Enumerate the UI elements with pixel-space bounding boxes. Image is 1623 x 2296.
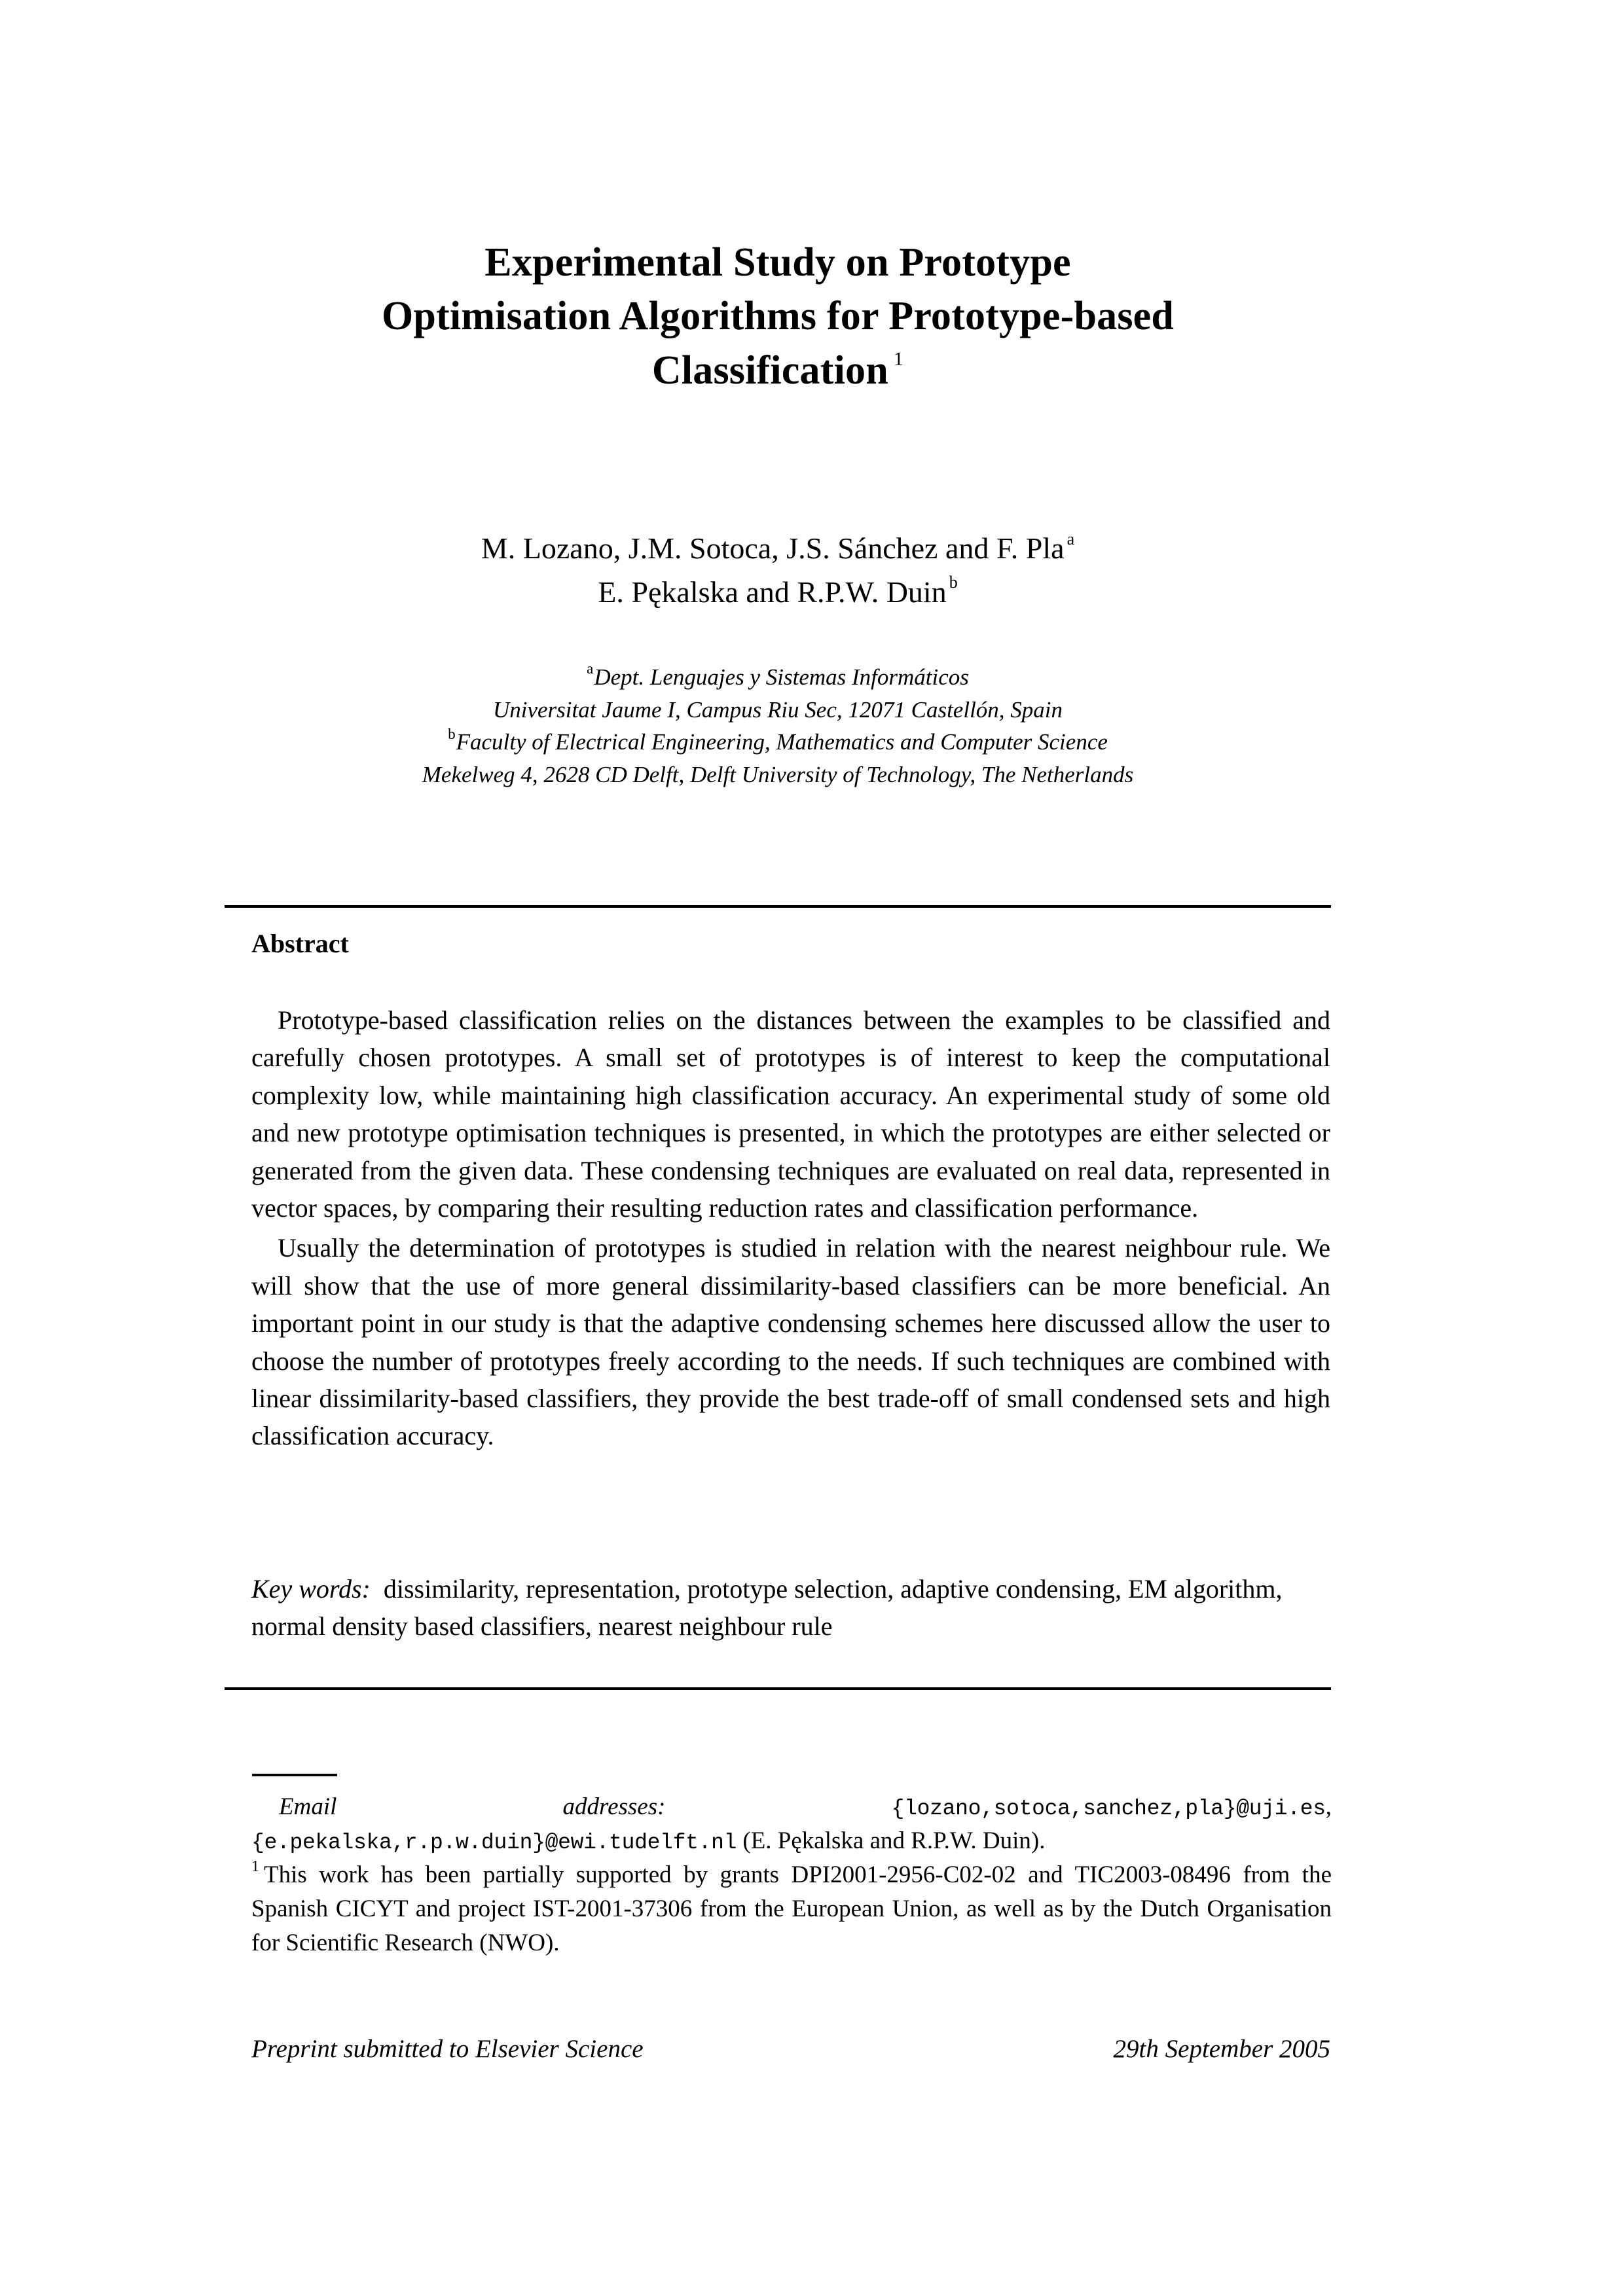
- author-names-row-1: M. Lozano, J.M. Sotoca, J.S. Sánchez and F. Pla: [481, 531, 1065, 565]
- affiliation-b-line-2: Mekelweg 4, 2628 CD Delft, Delft University of Technology, The Netherlands: [422, 762, 1134, 788]
- abstract-bottom-rule: [225, 1687, 1331, 1690]
- author-list: [225, 527, 1331, 614]
- abstract-top-rule: [225, 905, 1331, 908]
- title-line-3: [225, 344, 1331, 397]
- footnote-grant-note: [251, 1858, 1332, 1960]
- email-addresses-label: Email addresses:: [279, 1793, 666, 1820]
- keywords-label: Key words:: [251, 1574, 371, 1604]
- author-line-1: [225, 527, 1331, 571]
- title-line-1: Experimental Study on Prototype: [484, 240, 1071, 285]
- paper-title: [225, 236, 1331, 397]
- title-line-2: Optimisation Algorithms for Prototype-based: [381, 294, 1175, 339]
- author-line-2: [225, 571, 1331, 615]
- affiliation-marker-a: a: [587, 660, 594, 677]
- title-footnote-marker: 1: [893, 348, 904, 370]
- affiliation-a-line-1: [225, 661, 1331, 694]
- title-line-3-text: Classification: [651, 348, 888, 393]
- footnote-separator-rule: [252, 1774, 337, 1776]
- footnote-number-1: 1: [251, 1858, 259, 1876]
- affiliation-a-line-2: Universitat Jaume I, Campus Riu Sec, 12071 Castellón, Spain: [492, 696, 1063, 723]
- affiliation-b-line-1: [225, 726, 1331, 759]
- email-address-uji: {lozano,sotoca,sanchez,pla}@uji.es: [891, 1797, 1326, 1821]
- keywords-block: [251, 1571, 1338, 1645]
- footer-date: 29th September 2005: [1113, 2035, 1330, 2063]
- author-names-row-2: E. Pękalska and R.P.W. Duin: [598, 575, 947, 609]
- email-address-tudelft: {e.pekalska,r.p.w.duin}@ewi.tudelft.nl: [251, 1831, 737, 1856]
- footnote-grant-text: This work has been partially supported by grants DPI2001-2956-C02-02 and TIC2003-08496 from the Spanish CICYT and project IST-2001-37306 from the European Union, as well as by the Dutch Organisation for Scientific Research (NWO).: [251, 1861, 1332, 1956]
- affiliation-marker-b: b: [448, 725, 456, 742]
- abstract-heading: Abstract: [251, 929, 349, 958]
- page-footer: [251, 2034, 1330, 2064]
- keywords-text: dissimilarity, representation, prototype selection, adaptive condensing, EM algorithm, normal density based classifiers, nearest neighbour rule: [251, 1574, 1283, 1641]
- abstract-paragraph-2: Usually the determination of prototypes is studied in relation with the nearest neighbour rule. We will show that the use of more general dissimilarity-based classifiers can be more beneficial. An important point in our study is that the adaptive condensing schemes here discussed allow the user to choose the number of prototypes freely according to the needs. If such techniques are combined with linear dissimilarity-based classifiers, they provide the best trade-off of small condensed sets and high classification accuracy.: [251, 1233, 1330, 1451]
- affiliation-b-faculty: Faculty of Electrical Engineering, Mathematics and Computer Science: [456, 729, 1108, 755]
- footnote-email-addresses: [251, 1790, 1332, 1858]
- author-affiliation-marker-b: b: [949, 573, 958, 592]
- email-attribution: (E. Pękalska and R.P.W. Duin).: [742, 1827, 1046, 1855]
- affiliation-list: [225, 661, 1331, 791]
- abstract-paragraph-1: Prototype-based classification relies on the distances between the examples to be classified and carefully chosen prototypes. A small set of prototypes is of interest to keep the computational complexity low, while maintaining high classification accuracy. An experimental study of some old and new prototype optimisation techniques is presented, in which the prototypes are either selected or generated from the given data. These condensing techniques are evaluated on real data, represented in vector spaces, by comparing their resulting reduction rates and classification performance.: [251, 1005, 1330, 1223]
- affiliation-a-dept: Dept. Lenguajes y Sistemas Informáticos: [594, 664, 969, 690]
- footer-preprint-note: Preprint submitted to Elsevier Science: [251, 2035, 644, 2063]
- email-separator: ,: [1325, 1793, 1332, 1820]
- author-affiliation-marker-a: a: [1067, 529, 1075, 548]
- abstract-body: [251, 1001, 1330, 1455]
- footnotes-block: [251, 1790, 1332, 1960]
